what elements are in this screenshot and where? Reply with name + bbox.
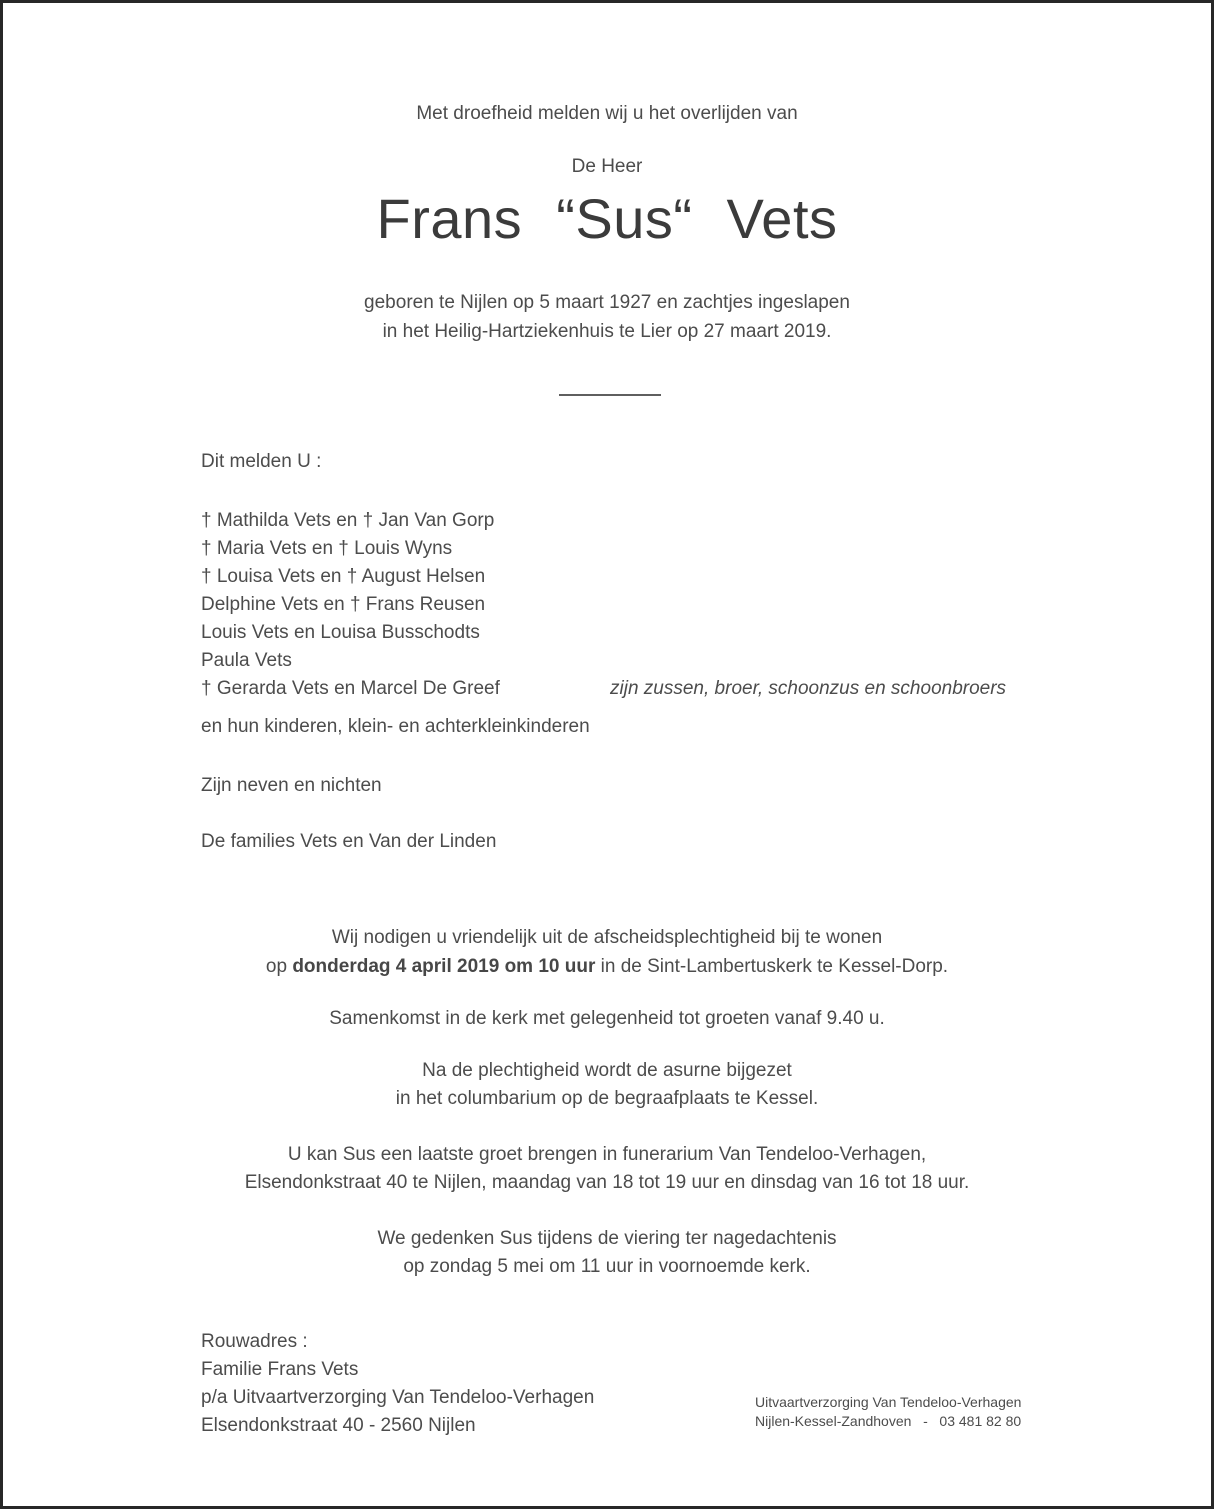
- funeral-home-block: [755, 1393, 1020, 1431]
- memorial-line: We gedenken Sus tijdens de viering ter nagedachtenis: [377, 1228, 837, 1249]
- family-member-line: Louis Vets en Louisa Busschodts: [201, 622, 480, 643]
- gathering-line: Samenkomst in de kerk met gelegenheid tot groeten vanaf 9.40 u.: [329, 1008, 885, 1029]
- family-member-line: † Gerarda Vets en Marcel De Greef: [201, 678, 500, 699]
- family-member-line: † Maria Vets en † Louis Wyns: [201, 538, 453, 559]
- family-member-line: Delphine Vets en † Frans Reusen: [201, 594, 486, 615]
- mourning-address-label: Rouwadres :: [201, 1331, 308, 1352]
- ceremony-datetime-line: [3, 952, 1211, 981]
- intro-line: Met droefheid melden wij u het overlijden van: [416, 103, 798, 124]
- funeral-home-name: Uitvaartverzorging Van Tendeloo-Verhagen: [755, 1394, 1022, 1410]
- salutation: De Heer: [571, 156, 643, 177]
- burial-paragraph: [3, 1057, 1211, 1113]
- memorial-paragraph: [3, 1225, 1211, 1281]
- family-member-line: † Louisa Vets en † August Helsen: [201, 566, 486, 587]
- birth-death-paragraph: [3, 288, 1211, 346]
- mourning-address-line: Familie Frans Vets: [201, 1359, 359, 1380]
- relation-note: zijn zussen, broer, schoonzus en schoonbroers: [610, 678, 1007, 699]
- funeral-home-contact: Nijlen-Kessel-Zandhoven - 03 481 82 80: [755, 1413, 1022, 1429]
- ceremony-date-emphasis: donderdag 4 april 2019 om 10 uur: [292, 956, 596, 977]
- mourning-address-line: Elsendonkstraat 40 - 2560 Nijlen: [201, 1415, 476, 1436]
- deceased-name: Frans “Sus“ Vets: [376, 187, 838, 250]
- descendants-line: en hun kinderen, klein- en achterkleinkinderen: [201, 716, 590, 737]
- mourning-address-line: p/a Uitvaartverzorging Van Tendeloo-Verhagen: [201, 1387, 595, 1408]
- burial-line: Na de plechtigheid wordt de asurne bijgezet: [422, 1060, 792, 1081]
- nephews-nieces-line: Zijn neven en nichten: [201, 775, 382, 796]
- family-list: [201, 507, 500, 703]
- ceremony-invitation-line: Wij nodigen u vriendelijk uit de afscheidsplechtigheid bij te wonen: [331, 927, 883, 948]
- burial-line: in het columbarium op de begraafplaats te Kessel.: [395, 1088, 819, 1109]
- mourning-address-block: [201, 1328, 594, 1440]
- family-member-line: † Mathilda Vets en † Jan Van Gorp: [201, 510, 495, 531]
- ceremony-date-prefix: op: [265, 956, 293, 977]
- visitation-line: U kan Sus een laatste groet brengen in funerarium Van Tendeloo-Verhagen,: [287, 1144, 927, 1165]
- ceremony-paragraph: [3, 923, 1211, 981]
- visitation-line: Elsendonkstraat 40 te Nijlen, maandag van 18 tot 19 uur en dinsdag van 16 tot 18 uur.: [244, 1172, 970, 1193]
- section-divider: [559, 394, 661, 396]
- visitation-paragraph: [3, 1141, 1211, 1197]
- memorial-line: op zondag 5 mei om 11 uur in voornoemde kerk.: [403, 1256, 811, 1277]
- families-line: De families Vets en Van der Linden: [201, 831, 497, 852]
- birth-line: geboren te Nijlen op 5 maart 1927 en zachtjes ingeslapen: [364, 292, 850, 313]
- death-line: in het Heilig-Hartziekenhuis te Lier op 27 maart 2019.: [382, 321, 832, 342]
- ceremony-location-suffix: in de Sint-Lambertuskerk te Kessel-Dorp.: [595, 956, 949, 977]
- family-member-line: Paula Vets: [201, 650, 292, 671]
- announcement-label: Dit melden U :: [201, 451, 322, 472]
